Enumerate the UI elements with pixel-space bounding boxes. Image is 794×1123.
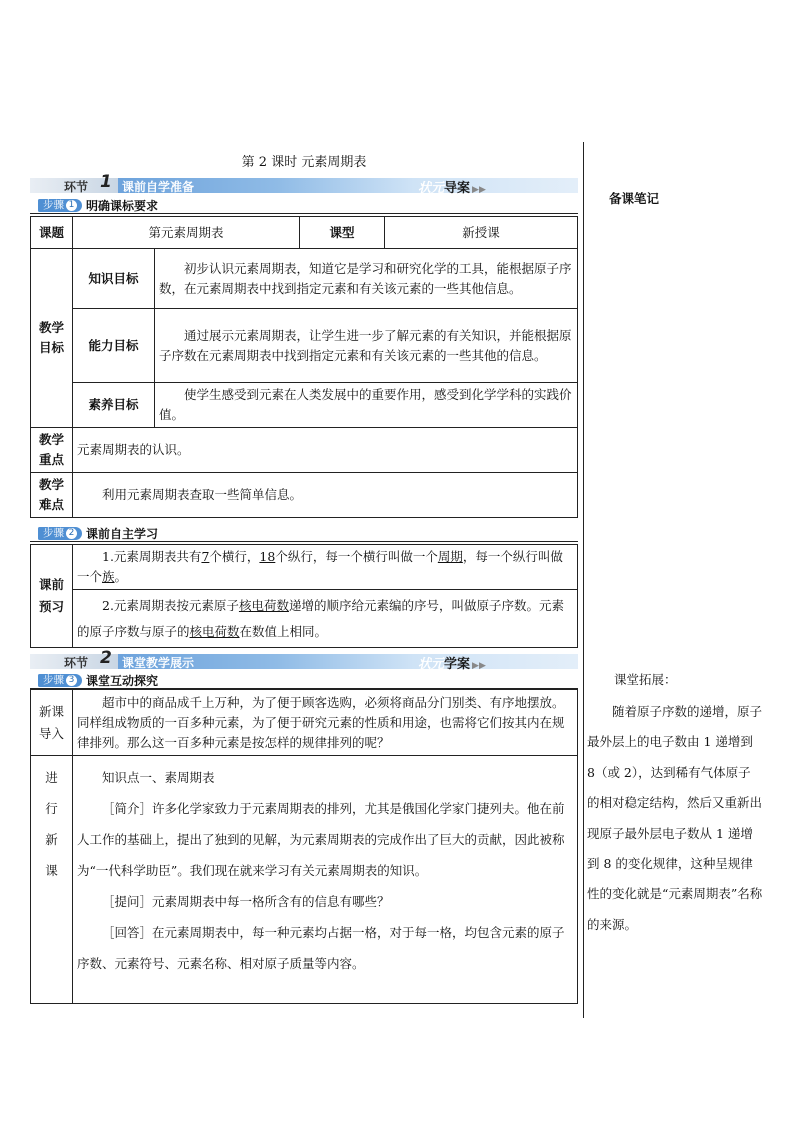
page-title: 第 2 课时 元素周期表 (241, 155, 367, 170)
goal-2-text: 通过展示元素周期表，让学生进一步了解元素的有关知识，并能根据原子序数在元素周期表中找到指定元素和有关该元素的一些其他的信息。 (155, 309, 578, 383)
goal-3-text: 使学生感受到元素在人类发展中的重要作用，感受到化学学科的实践价值。 (155, 383, 578, 428)
section-number: 1 (100, 172, 112, 192)
intro-text: 超市中的商品成千上万种，为了便于顾客选购，必须将商品分门别类、有序地摆放。同样组成物质的一百多种元素，为了便于研究元素的性质和用途，也需将它们按其内在规律排列。那么这一百多种元素是按怎样的规律排列的呢？ (73, 690, 578, 756)
section-label: 课前自学准备 (122, 180, 195, 194)
section-bar-1 (30, 172, 578, 196)
preview-table (30, 544, 578, 648)
preview-item-2: 2.元素周期表按元素原子核电荷数递增的顺序给元素编的序号，叫做原子序数。元素的原子序数与原子的核电荷数在数值上相同。 (73, 590, 578, 648)
step-number-badge: 3 (66, 675, 77, 686)
course-info-table (30, 216, 578, 518)
key-point-label: 教学重点 (31, 428, 73, 473)
section-tag: 环节 (64, 180, 89, 194)
notes-title: 备课笔记 (609, 191, 660, 206)
section-right-title: 状元导案 ▶▶ (418, 181, 486, 196)
goals-label: 教学目标 (31, 249, 73, 428)
difficulty-text: 利用元素周期表查取一些简单信息。 (73, 473, 578, 518)
lesson-table (30, 689, 578, 1004)
step-label: 课前自主学习 (86, 527, 159, 541)
arrow-icon: ▶▶ (472, 185, 486, 195)
step-1-header: 步骤 1 明确课标要求 (38, 199, 158, 212)
step-label: 课堂互动探究 (86, 674, 159, 688)
section-right-title: 状元学案 ▶▶ (418, 657, 486, 672)
topic-label: 课题 (31, 217, 73, 249)
preview-item-1: 1.元素周期表共有7个横行，18个纵行，每一个横行叫做一个周期，每一个纵行叫做一个族。 (73, 545, 578, 590)
new-lesson-label: 进 行 新 课 (31, 756, 73, 1004)
goal-1-label: 知识目标 (73, 249, 155, 309)
answer-paragraph: ［回答］在元素周期表中，每一种元素均占据一格，对于每一格，均包含元素的原子序数、元素符号、元素名称、相对原子质量等内容。 (77, 925, 565, 971)
difficulty-label: 教学难点 (31, 473, 73, 518)
section-number: 2 (100, 648, 112, 668)
step-number-badge: 2 (66, 528, 77, 539)
step-number-badge: 1 (66, 200, 77, 211)
step-3-header: 步骤 3 课堂互动探究 (38, 674, 158, 687)
arrow-icon: ▶▶ (472, 661, 486, 671)
intro-label: 新课导入 (31, 690, 73, 756)
type-label: 课型 (300, 217, 385, 249)
section-tag: 环节 (64, 656, 89, 670)
section-bar-2 (30, 648, 578, 672)
type-value: 新授课 (385, 217, 578, 249)
column-divider (583, 142, 584, 1018)
goal-1-text: 初步认识元素周期表，知道它是学习和研究化学的工具，能根据原子序数，在元素周期表中找到指定元素和有关该元素的一些其他信息。 (155, 249, 578, 309)
topic-value: 第元素周期表 (73, 217, 300, 249)
knowledge-point-title: 知识点一、素周期表 (102, 770, 215, 785)
step-label: 明确课标要求 (86, 199, 159, 213)
extension-text: 随着原子序数的递增，原子最外层上的电子数由 1 递增到 8（或 2），达到稀有气体原子的相对稳定结构，然后又重新出现原子最外层电子数从 1 递增到 8 的变化规律，这种呈规律性的变化就是“元素周期表”名称的来源。 (587, 704, 763, 932)
goal-3-label: 素养目标 (73, 383, 155, 428)
preview-label: 课前预习 (31, 545, 73, 648)
step-2-header: 步骤 2 课前自主学习 (38, 527, 158, 540)
extension-title: 课堂拓展： (614, 672, 677, 687)
question-paragraph: ［提问］元素周期表中每一格所含有的信息有哪些？ (102, 894, 390, 909)
key-point-text: 元素周期表的认识。 (73, 428, 578, 473)
section-label: 课堂教学展示 (122, 656, 195, 670)
goal-2-label: 能力目标 (73, 309, 155, 383)
new-lesson-content (73, 756, 578, 1004)
intro-paragraph: ［简介］许多化学家致力于元素周期表的排列，尤其是俄国化学家门捷列夫。他在前人工作的基础上，提出了独到的见解，为元素周期表的完成作出了巨大的贡献，因此被称为“一代科学助臣”。我们现在就来学习有关元素周期表的知识。 (77, 801, 565, 878)
